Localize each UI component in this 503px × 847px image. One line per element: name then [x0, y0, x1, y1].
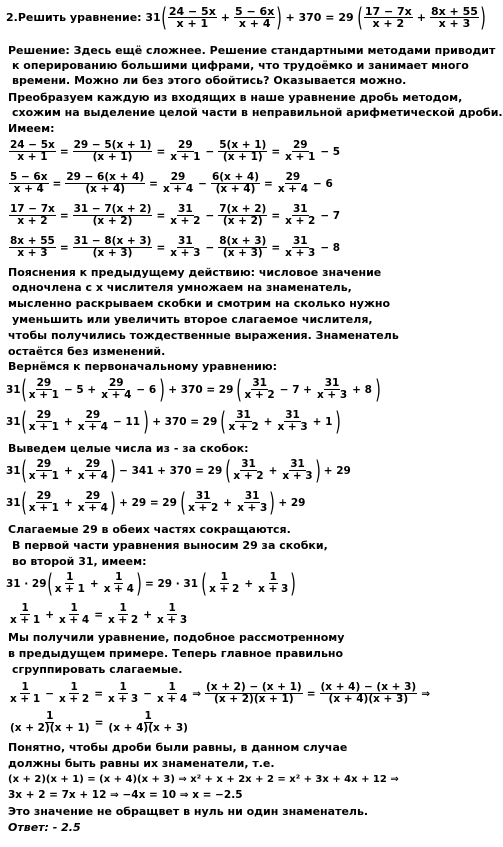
paren: ): [480, 2, 486, 33]
fraction: [100, 378, 132, 401]
paren: (: [220, 406, 227, 437]
denominator: x + 3: [282, 470, 313, 482]
math-token: − 6: [136, 383, 157, 396]
equation-line: [8, 682, 433, 705]
math-token: =: [306, 687, 316, 700]
fraction: [276, 410, 308, 433]
answer: Ответ: - 2.5: [8, 821, 81, 834]
numerator: 1: [168, 681, 176, 693]
numerator: 1: [70, 681, 78, 693]
denominator: x + 3: [316, 389, 348, 401]
numerator: 31: [290, 458, 305, 470]
equation-line: [6, 374, 381, 405]
fraction: [156, 603, 188, 626]
denominator: (x + 2): [92, 215, 133, 227]
fraction: [9, 140, 56, 163]
numerator: 1: [115, 571, 123, 583]
denominator: x + 1: [54, 583, 85, 595]
fraction: [208, 572, 240, 595]
fraction: [218, 140, 267, 163]
denominator: x + 3: [17, 247, 48, 259]
math-token: +: [63, 415, 73, 428]
equation-line: [6, 455, 354, 486]
denominator: x + 1: [10, 693, 41, 705]
numerator: 31: [244, 490, 260, 502]
denominator: x + 3: [237, 502, 268, 514]
math-token: − 7 +: [279, 383, 312, 396]
denominator: x + 2: [108, 614, 139, 626]
math-token: 31: [6, 496, 21, 509]
paren: (: [356, 2, 363, 33]
numerator: 29: [36, 377, 52, 389]
decomposition-row: [8, 236, 343, 259]
numerator: 31: [178, 235, 193, 247]
numerator: 29 − 6(x + 4): [66, 171, 145, 183]
numerator: 31: [236, 409, 251, 421]
denominator: x + 2: [285, 215, 316, 227]
paragraph-line: В первой части уравнения выносим 29 за скобки,: [12, 539, 328, 552]
fraction: [364, 6, 413, 29]
numerator: 29: [108, 377, 124, 389]
fraction: [316, 378, 348, 401]
math-token: =: [271, 145, 281, 158]
fraction: [227, 410, 259, 433]
math-token: −: [205, 145, 215, 158]
math-token: +: [223, 496, 233, 509]
denominator: x + 3: [285, 247, 316, 259]
math-token: − 5 +: [63, 383, 97, 396]
fraction: [320, 682, 418, 705]
denominator: x + 2: [188, 502, 219, 514]
fraction: [58, 682, 90, 705]
math-token: + 370 = 29: [168, 383, 234, 396]
paren: ): [290, 568, 297, 599]
math-token: =: [94, 716, 104, 729]
denominator: x + 3: [157, 614, 188, 626]
fraction: [187, 491, 219, 514]
numerator: 31: [195, 490, 211, 502]
paren: ): [269, 487, 276, 518]
numerator: 17 − 7x: [10, 203, 55, 215]
fraction: [107, 682, 139, 705]
numerator: (x + 2) − (x + 1): [206, 681, 302, 693]
paren: (: [160, 2, 167, 33]
fraction: [73, 236, 153, 259]
fraction: [28, 459, 60, 482]
denominator: x + 4: [101, 389, 132, 401]
denominator: x + 1: [28, 421, 59, 433]
math-token: =: [52, 177, 62, 190]
paragraph-line: остаётся без изменений.: [8, 345, 166, 358]
fraction: [218, 204, 267, 227]
fraction: [103, 572, 135, 595]
paren: (: [20, 455, 27, 486]
fraction: [218, 236, 267, 259]
numerator: 29: [85, 458, 101, 470]
denominator: x + 2: [233, 470, 264, 482]
math-token: +: [45, 608, 54, 621]
paragraph-line: Понятно, чтобы дроби были равны, в данном случае: [8, 741, 348, 754]
fraction: [284, 204, 316, 227]
denominator: (x + 2)(x + 1): [214, 693, 294, 705]
fraction: [284, 140, 316, 163]
numerator: 29: [85, 490, 101, 502]
math-token: =: [94, 608, 103, 621]
denominator: x + 1: [176, 17, 209, 30]
denominator: (x + 2)(x + 1): [10, 722, 90, 734]
paren: (: [20, 487, 27, 518]
numerator: 1: [66, 571, 74, 583]
denominator: x + 2: [228, 421, 259, 433]
paren: (: [180, 487, 186, 518]
denominator: x + 1: [28, 502, 59, 514]
numerator: 29: [170, 171, 186, 183]
numerator: 7(x + 2): [219, 203, 267, 215]
denominator: (x + 4): [215, 183, 256, 195]
math-token: +: [143, 608, 152, 621]
numerator: 17 − 7x: [364, 5, 412, 18]
numerator: 1: [220, 571, 228, 583]
numerator: 29: [85, 409, 101, 421]
denominator: x + 2: [59, 693, 90, 705]
math-token: =: [156, 145, 166, 158]
paragraph-line: одночлена с x числителя умножаем на знаменатель,: [12, 281, 352, 294]
math-token: + 8: [352, 383, 372, 396]
numerator: 31: [324, 377, 340, 389]
paren: (: [225, 455, 232, 486]
math-token: + 1: [312, 415, 333, 428]
denominator: x + 4: [238, 17, 271, 30]
math-token: + 370 = 29: [152, 415, 218, 428]
equation-text: 3x + 2 = 7x + 12 ⇒ −4x = 10 ⇒ x = −2.5: [8, 789, 243, 801]
denominator: x + 1: [28, 470, 59, 482]
paren: ): [159, 374, 166, 405]
math-token: + 29 = 29: [119, 496, 177, 509]
paragraph-line: Пояснения к предыдущему действию: числовое значение: [8, 266, 382, 279]
math-token: − 341 + 370 = 29: [119, 464, 223, 477]
numerator: 1: [21, 681, 29, 693]
decomposition-row: [8, 140, 343, 163]
paren: ): [110, 455, 116, 486]
denominator: x + 2: [244, 389, 275, 401]
paren: ): [276, 2, 283, 33]
numerator: 31: [285, 409, 300, 421]
fraction: [77, 459, 109, 482]
paragraph-line: Это значение не обращвет в нуль ни один знаменатель.: [8, 805, 369, 818]
numerator: 31: [292, 203, 308, 215]
fraction: [277, 172, 309, 195]
math-token: − 7: [320, 209, 341, 222]
numerator: 1: [168, 602, 176, 614]
paragraph-line: чтобы получились тождественные выражения. Знаменатель: [8, 329, 399, 342]
denominator: x + 3: [108, 693, 139, 705]
math-token: +: [89, 577, 99, 590]
fraction: [73, 140, 153, 163]
decomposition-row: [8, 172, 336, 195]
fraction: [107, 711, 189, 734]
fraction: [9, 711, 91, 734]
numerator: 31 − 8(x + 3): [73, 235, 152, 247]
paren: ): [375, 374, 381, 405]
fraction: [28, 491, 60, 514]
fraction: [169, 140, 201, 163]
denominator: x + 3: [170, 247, 201, 259]
fraction: [168, 6, 217, 29]
paren: ): [136, 568, 142, 599]
equation-line: [6, 406, 342, 437]
paragraph-line: уменьшить или увеличить второе слагаемое числителя,: [12, 313, 373, 326]
denominator: (x + 4)(x + 3): [108, 722, 188, 734]
fraction: [257, 572, 289, 595]
math-token: =: [59, 209, 69, 222]
math-token: +: [244, 577, 254, 590]
denominator: x + 4: [77, 502, 108, 514]
denominator: (x + 3): [222, 247, 263, 259]
math-token: −: [143, 687, 152, 700]
math-token: − 6: [313, 177, 333, 190]
math-token: =: [94, 687, 103, 700]
math-token: +: [63, 496, 73, 509]
math-token: =: [271, 241, 281, 254]
math-token: ⇒: [192, 687, 201, 700]
numerator: 29: [36, 458, 52, 470]
paren: (: [20, 374, 27, 405]
denominator: x + 2: [17, 215, 48, 227]
paragraph-line: мысленно раскрываем скобки и смотрим на сколько нужно: [8, 297, 391, 310]
numerator: 29: [36, 490, 52, 502]
numerator: 29 − 5(x + 1): [73, 139, 152, 151]
fraction: [169, 204, 201, 227]
fraction: [54, 572, 86, 595]
numerator: (x + 4) − (x + 3): [320, 681, 417, 693]
math-token: −: [205, 241, 215, 254]
fraction: [107, 603, 139, 626]
equation-line: [6, 487, 309, 518]
math-token: =: [59, 145, 69, 158]
math-token: +: [220, 11, 231, 24]
denominator: x + 3: [438, 17, 471, 30]
math-token: + 29: [323, 464, 351, 477]
numerator: 31: [178, 203, 193, 215]
numerator: 5 − 6x: [235, 5, 275, 18]
denominator: x + 1: [170, 151, 201, 163]
math-token: ⇒: [421, 687, 430, 700]
math-token: =: [156, 209, 166, 222]
denominator: x + 2: [372, 17, 405, 30]
decomposition-row: [8, 204, 343, 227]
numerator: 5 − 6x: [10, 171, 48, 183]
math-token: −: [205, 209, 215, 222]
fraction: [232, 459, 264, 482]
fraction: [73, 204, 153, 227]
fraction: [234, 6, 275, 29]
denominator: (x + 2): [222, 215, 263, 227]
numerator: 29: [178, 139, 193, 151]
numerator: 8x + 55: [10, 235, 55, 247]
fraction: [284, 236, 316, 259]
math-token: +: [263, 415, 273, 428]
denominator: x + 4: [13, 183, 44, 195]
fraction: [281, 459, 313, 482]
math-token: =: [59, 241, 69, 254]
paragraph-line: Выведем целые числа из - за скобок:: [8, 442, 249, 455]
math-token: =: [271, 209, 281, 222]
fraction: [65, 172, 145, 195]
paren: (: [20, 406, 27, 437]
denominator: x + 1: [28, 389, 59, 401]
fraction: [9, 236, 56, 259]
paragraph-line: Имеем:: [8, 122, 55, 135]
paragraph-line: времени. Можно ли без этого обойтись? Оказывается можно.: [12, 74, 407, 87]
numerator: 31: [292, 235, 308, 247]
fraction: [58, 603, 90, 626]
fraction: [156, 682, 188, 705]
fraction: [9, 172, 49, 195]
numerator: 24 − 5x: [10, 139, 55, 151]
fraction: [211, 172, 260, 195]
math-token: 31: [6, 464, 21, 477]
paren: (: [201, 568, 207, 599]
numerator: 29: [292, 139, 308, 151]
paren: (: [46, 568, 53, 599]
math-token: =: [156, 241, 166, 254]
paragraph-line: Слагаемые 29 в обеих частях сокращаются.: [8, 523, 291, 536]
denominator: x + 4: [157, 693, 188, 705]
numerator: 8x + 55: [430, 5, 478, 18]
numerator: 31: [241, 458, 256, 470]
denominator: (x + 1): [92, 151, 133, 163]
fraction: [162, 172, 194, 195]
numerator: 6(x + 4): [211, 171, 260, 183]
denominator: x + 1: [17, 151, 48, 163]
numerator: 29: [285, 171, 301, 183]
math-token: +: [416, 11, 426, 24]
fraction: [169, 236, 201, 259]
math-token: − 11: [112, 415, 141, 428]
denominator: (x + 3): [92, 247, 133, 259]
fraction: [9, 204, 56, 227]
paren: (: [236, 374, 243, 405]
math-token: 31 · 29: [6, 577, 47, 590]
denominator: (x + 4): [85, 183, 126, 195]
paragraph-line: Решение: Здесь ещё сложнее. Решение стандартными методами приводит: [8, 44, 496, 57]
math-token: − 8: [320, 241, 341, 254]
fraction: [244, 378, 276, 401]
problem-prefix: 2.Решить уравнение: 31: [6, 11, 161, 24]
problem-statement: [6, 2, 486, 33]
fraction: [205, 682, 303, 705]
denominator: x + 1: [10, 614, 41, 626]
math-token: +: [63, 464, 73, 477]
paren: ): [314, 455, 321, 486]
numerator: 1: [46, 710, 54, 722]
paragraph-line: Вернёмся к первоначальному уравнению:: [8, 360, 277, 373]
numerator: 1: [21, 602, 29, 614]
equation-line: [8, 603, 189, 626]
paren: ): [335, 406, 342, 437]
equation-text: (x + 2)(x + 1) = (x + 4)(x + 3) ⇒ x² + x + 2x + 2 = x² + 3x + 4x + 12 ⇒: [8, 774, 399, 785]
denominator: (x + 1): [222, 151, 263, 163]
equation-line: [8, 711, 190, 734]
denominator: x + 4: [103, 583, 134, 595]
denominator: x + 4: [77, 421, 108, 433]
math-token: −: [45, 687, 54, 700]
fraction: [9, 603, 41, 626]
fraction: [430, 6, 479, 29]
numerator: 31 − 7(x + 2): [73, 203, 152, 215]
denominator: x + 4: [77, 470, 108, 482]
denominator: x + 2: [209, 583, 240, 595]
numerator: 29: [36, 409, 52, 421]
paragraph-line: Преобразуем каждую из входящих в наше уравнение дробь методом,: [8, 91, 463, 104]
paren: ): [110, 487, 116, 518]
numerator: 5(x + 1): [219, 139, 267, 151]
paragraph-line: Мы получили уравнение, подобное рассмотренному: [8, 631, 345, 644]
paragraph-line: сгруппировать слагаемые.: [12, 663, 183, 676]
numerator: 1: [144, 710, 152, 722]
math-token: + 29: [278, 496, 306, 509]
math-token: 31: [6, 415, 21, 428]
paragraph-line: схожим на выделение целой части в неправильной арифметической дроби.: [12, 106, 503, 119]
denominator: x + 4: [277, 183, 309, 195]
paragraph-line: во второй 31, имеем:: [12, 555, 147, 568]
paren: ): [143, 406, 149, 437]
fraction: [77, 491, 109, 514]
denominator: x + 1: [285, 151, 316, 163]
math-token: =: [149, 177, 158, 190]
numerator: 8(x + 3): [219, 235, 267, 247]
math-token: +: [268, 464, 278, 477]
fraction: [236, 491, 268, 514]
numerator: 1: [119, 602, 127, 614]
denominator: x + 3: [277, 421, 308, 433]
denominator: x + 4: [162, 183, 194, 195]
paragraph-line: к оперированию большими цифрами, что трудоёмко и занимает много: [12, 59, 469, 72]
math-token: = 29 · 31: [145, 577, 199, 590]
fraction: [9, 682, 41, 705]
numerator: 1: [269, 571, 277, 583]
fraction: [77, 410, 109, 433]
math-token: − 5: [320, 145, 341, 158]
denominator: (x + 4)(x + 3): [328, 693, 409, 705]
denominator: x + 2: [170, 215, 201, 227]
equation-line: [6, 568, 297, 599]
math-token: 31: [6, 383, 21, 396]
numerator: 1: [70, 602, 78, 614]
paragraph-line: в предыдущем примере. Теперь главное правильно: [8, 647, 344, 660]
fraction: [28, 378, 60, 401]
paragraph-line: должны быть равны их знаменатели, т.е.: [8, 757, 275, 770]
numerator: 31: [252, 377, 267, 389]
numerator: 24 − 5x: [168, 5, 216, 18]
math-token: =: [264, 177, 273, 190]
denominator: x + 3: [258, 583, 289, 595]
problem-rest: + 370 = 29: [285, 11, 354, 24]
numerator: 1: [119, 681, 127, 693]
denominator: x + 4: [59, 614, 90, 626]
fraction: [28, 410, 60, 433]
math-token: −: [198, 177, 207, 190]
